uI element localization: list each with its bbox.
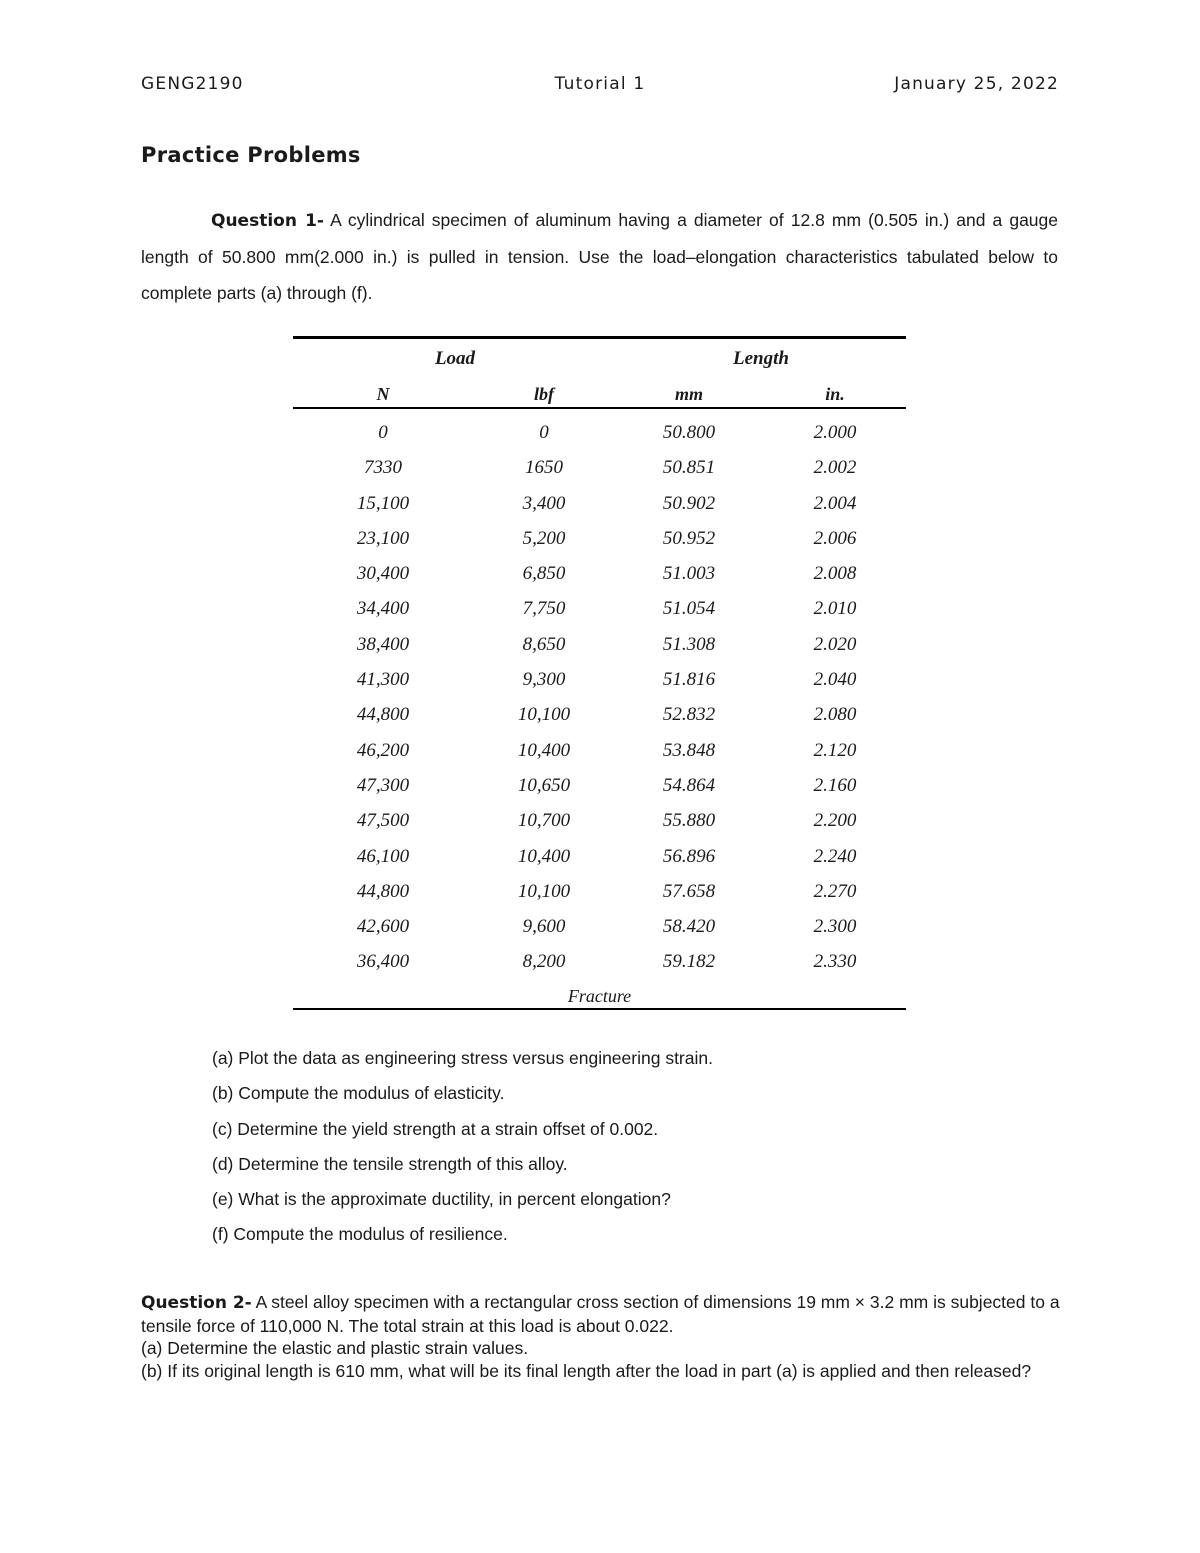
question-1-part: (b) Compute the modulus of elasticity. xyxy=(212,1083,505,1104)
table-cell: 2.008 xyxy=(813,563,857,585)
table-cell: 47,300 xyxy=(356,774,410,796)
table-cell: 5,200 xyxy=(522,527,566,549)
table-row xyxy=(293,457,906,492)
table-cell: 51.003 xyxy=(662,563,716,585)
unit-mm: mm xyxy=(674,384,703,404)
question-1-part: (e) What is the approximate ductility, in percent elongation? xyxy=(212,1189,671,1210)
table-cell: 52.832 xyxy=(662,704,716,726)
table-cell: 10,100 xyxy=(517,704,571,726)
table-cell: 2.010 xyxy=(813,598,857,620)
table-cell: 2.200 xyxy=(813,810,857,832)
question-1 xyxy=(141,202,1058,311)
question-2-part-a: (a) Determine the elastic and plastic strain values. xyxy=(141,1338,529,1358)
table-cell: 2.240 xyxy=(813,845,857,867)
question-1-part: (f) Compute the modulus of resilience. xyxy=(212,1224,508,1245)
table-footer-fracture: Fracture xyxy=(567,986,632,1006)
table-cell: 10,400 xyxy=(517,739,571,761)
header-course: GENG2190 xyxy=(141,74,244,94)
table-cell: 41,300 xyxy=(356,669,410,691)
table-cell: 50.902 xyxy=(662,492,716,514)
header-tutorial: Tutorial 1 xyxy=(554,74,646,94)
unit-lbf: lbf xyxy=(534,384,554,404)
table-row xyxy=(293,669,906,704)
table-cell: 51.308 xyxy=(662,633,716,655)
table-cell: 34,400 xyxy=(356,598,410,620)
section-title: Practice Problems xyxy=(141,143,361,167)
table-cell: 9,300 xyxy=(522,669,566,691)
table-cell: 2.160 xyxy=(813,774,857,796)
table-cell: 2.300 xyxy=(813,916,857,938)
table-cell: 0 xyxy=(378,422,388,443)
table-cell: 2.080 xyxy=(813,704,857,726)
table-cell: 3,400 xyxy=(522,492,566,514)
table-cell: 0 xyxy=(539,422,549,443)
table-cell: 9,600 xyxy=(522,916,566,938)
table-cell: 47,500 xyxy=(356,810,410,832)
table-row xyxy=(293,528,906,563)
table-row xyxy=(293,563,906,598)
table-cell: 10,100 xyxy=(517,880,571,902)
question-1-part: (d) Determine the tensile strength of this alloy. xyxy=(212,1153,568,1174)
table-cell: 2.040 xyxy=(813,669,857,691)
table-cell: 50.800 xyxy=(662,422,716,443)
question-1-part: (c) Determine the yield strength at a strain offset of 0.002. xyxy=(212,1118,659,1139)
table-cell: 8,650 xyxy=(522,633,566,655)
table-cell: 7,750 xyxy=(522,598,566,620)
table-row xyxy=(293,704,906,739)
question-1-parts xyxy=(212,1046,713,1258)
table-cell: 30,400 xyxy=(356,563,410,585)
table-row xyxy=(293,846,906,881)
table-row xyxy=(293,598,906,633)
question-2 xyxy=(141,1291,1071,1382)
table-row xyxy=(293,810,906,845)
table-row xyxy=(293,634,906,669)
table-cell: 53.848 xyxy=(662,739,716,761)
table-cell: 57.658 xyxy=(662,880,716,902)
table-cell: 38,400 xyxy=(356,633,410,655)
table-cell: 23,100 xyxy=(356,527,410,549)
table-cell: 1650 xyxy=(525,457,563,479)
table-group-length: Length xyxy=(733,348,789,369)
table-cell: 2.006 xyxy=(813,527,857,549)
question-1-text: A cylindrical specimen of aluminum having a diameter of 12.8 mm (0.505 in.) and a gauge length of 50.800 mm(2.000 in.) is pulled in tension. Use the load–elongation characteristics tabulated below to complete parts (a) through (f). xyxy=(141,210,1058,303)
unit-in: in. xyxy=(825,384,845,404)
table-cell: 46,100 xyxy=(356,845,410,867)
question-2-label: Question 2- xyxy=(141,1293,252,1313)
table-cell: 2.002 xyxy=(813,457,857,479)
question-1-part: (a) Plot the data as engineering stress versus engineering strain. xyxy=(212,1048,713,1068)
table-cell: 44,800 xyxy=(356,704,410,726)
table-cell: 58.420 xyxy=(662,916,716,938)
table-cell: 59.182 xyxy=(662,951,716,973)
table-cell: 54.864 xyxy=(662,774,716,796)
table-body xyxy=(293,422,906,987)
table-cell: 7330 xyxy=(364,457,402,479)
question-2-part-b: (b) If its original length is 610 mm, what will be its final length after the load in part (a) is applied and then released? xyxy=(141,1360,1032,1381)
table-cell: 50.851 xyxy=(662,457,716,479)
table-top-rule xyxy=(293,336,906,339)
table-cell: 2.120 xyxy=(813,739,857,761)
table-cell: 51.054 xyxy=(662,598,716,620)
table-cell: 50.952 xyxy=(662,527,716,549)
table-group-load: Load xyxy=(434,348,476,369)
table-cell: 42,600 xyxy=(356,916,410,938)
table-cell: 2.000 xyxy=(813,422,857,443)
table-row xyxy=(293,493,906,528)
table-cell: 51.816 xyxy=(662,669,716,691)
table-cell: 44,800 xyxy=(356,880,410,902)
table-cell: 10,650 xyxy=(517,774,571,796)
table-cell: 36,400 xyxy=(356,951,410,973)
table-cell: 6,850 xyxy=(522,563,566,585)
table-cell: 15,100 xyxy=(356,492,410,514)
table-cell: 8,200 xyxy=(522,951,566,973)
table-cell: 10,700 xyxy=(517,810,571,832)
table-cell: 2.270 xyxy=(813,880,857,902)
table-cell: 2.020 xyxy=(813,633,857,655)
table-row xyxy=(293,916,906,951)
table-cell: 55.880 xyxy=(662,810,716,832)
table-row xyxy=(293,740,906,775)
table-header-rule xyxy=(293,407,906,409)
table-cell: 56.896 xyxy=(662,845,716,867)
table-row xyxy=(293,881,906,916)
unit-n: N xyxy=(376,384,390,404)
table-row xyxy=(293,422,906,457)
table-cell: 10,400 xyxy=(517,845,571,867)
table-cell: 46,200 xyxy=(356,739,410,761)
table-row xyxy=(293,951,906,986)
table-cell: 2.004 xyxy=(813,492,857,514)
question-1-label: Question 1- xyxy=(211,211,324,231)
table-cell: 2.330 xyxy=(813,951,857,973)
table-units-row xyxy=(293,384,906,408)
question-2-text: A steel alloy specimen with a rectangular cross section of dimensions 19 mm × 3.2 mm is subjected to a tensile force of 110,000 N. The total strain at this load is about 0.022. xyxy=(141,1292,1060,1336)
table-bottom-rule xyxy=(293,1008,906,1010)
table-row xyxy=(293,775,906,810)
header-date: January 25, 2022 xyxy=(894,74,1059,94)
